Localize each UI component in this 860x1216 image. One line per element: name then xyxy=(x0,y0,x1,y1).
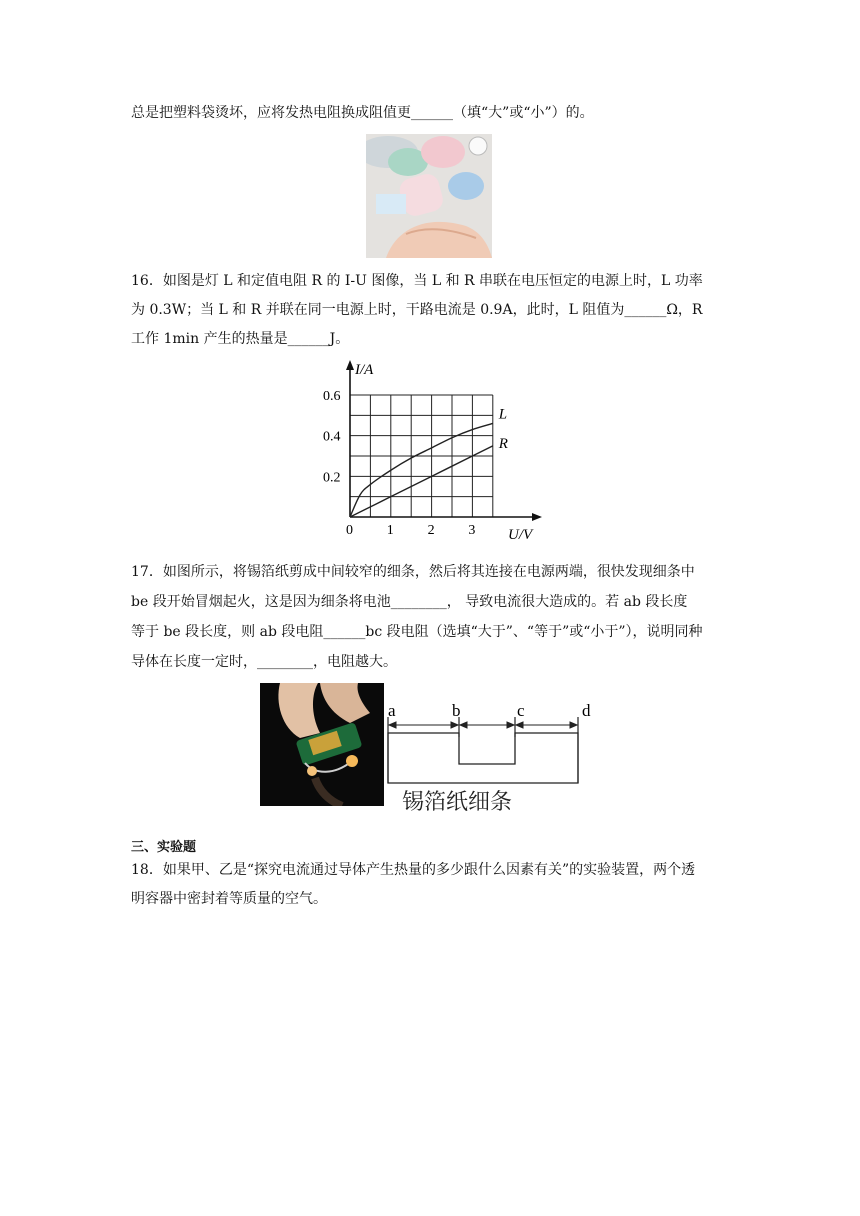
q17-text-line4: 导体在长度一定时，________，电阻越大。 xyxy=(131,654,397,670)
chart-ticks xyxy=(323,389,475,538)
battery-photo xyxy=(260,683,384,806)
x-tick-label: 1 xyxy=(386,523,394,538)
q15-text-line1: 总是把塑料袋烫坏，应将发热电阻换成阻值更______（填“大”或“小”）的。 xyxy=(131,105,594,121)
foil-strip-outline xyxy=(388,733,578,783)
label-c: c xyxy=(517,701,525,720)
y-axis-label: I/A xyxy=(355,362,374,378)
x-tick-label: 2 xyxy=(427,523,435,538)
q16-text-line1: 16．如图是灯 L 和定值电阻 R 的 I-U 图像，当 L 和 R 串联在电压恒定的电源上时，L 功率 xyxy=(131,273,703,289)
sealer-photo xyxy=(366,134,492,258)
section-heading: 三、实验题 xyxy=(131,840,197,855)
chart-series xyxy=(350,406,508,517)
foil-strip-diagram xyxy=(384,697,604,817)
x-axis-arrow xyxy=(532,513,542,521)
series-line-L xyxy=(350,423,493,517)
foil-caption: 锡箔纸细条 xyxy=(402,790,513,815)
q17-text-line2: be 段开始冒烟起火，这是因为细条将电池________， 导致电流很大造成的。若 ab 段长度 xyxy=(131,594,688,610)
y-tick-label: 0.6 xyxy=(323,389,341,405)
q17-text-line1: 17．如图所示，将锡箔纸剪成中间较窄的细条，然后将其连接在电源两端，很快发现细条中 xyxy=(131,564,695,580)
x-tick-label: 0 xyxy=(346,523,353,538)
series-label-L: L xyxy=(498,406,508,423)
label-b: b xyxy=(452,701,461,720)
q18-text-line2: 明容器中密封着等质量的空气。 xyxy=(131,891,327,907)
series-label-R: R xyxy=(498,435,508,452)
q18-text-line1: 18．如果甲、乙是“探究电流通过导体产生热量的多少跟什么因素有关”的实验装置，两个透 xyxy=(131,862,696,878)
y-tick-label: 0.4 xyxy=(323,429,341,445)
label-d: d xyxy=(582,701,591,720)
q17-text-line3: 等于 be 段长度，则 ab 段电阻______bc 段电阻（选填“大于”、“等于”或“小于”），说明同种 xyxy=(131,624,703,640)
iu-chart xyxy=(310,358,550,548)
series-line-R xyxy=(350,446,493,517)
q16-text-line3: 工作 1min 产生的热量是______J。 xyxy=(131,331,350,347)
q16-text-line2: 为 0.3W；当 L 和 R 并联在同一电源上时，干路电流是 0.9A，此时，L 阻值为______Ω，R xyxy=(131,302,703,318)
label-a: a xyxy=(388,701,396,720)
dimension-arrows xyxy=(389,722,577,728)
y-tick-label: 0.2 xyxy=(323,470,341,486)
y-axis-arrow xyxy=(346,360,354,370)
x-axis-label: U/V xyxy=(508,527,533,543)
x-tick-label: 3 xyxy=(468,523,476,538)
